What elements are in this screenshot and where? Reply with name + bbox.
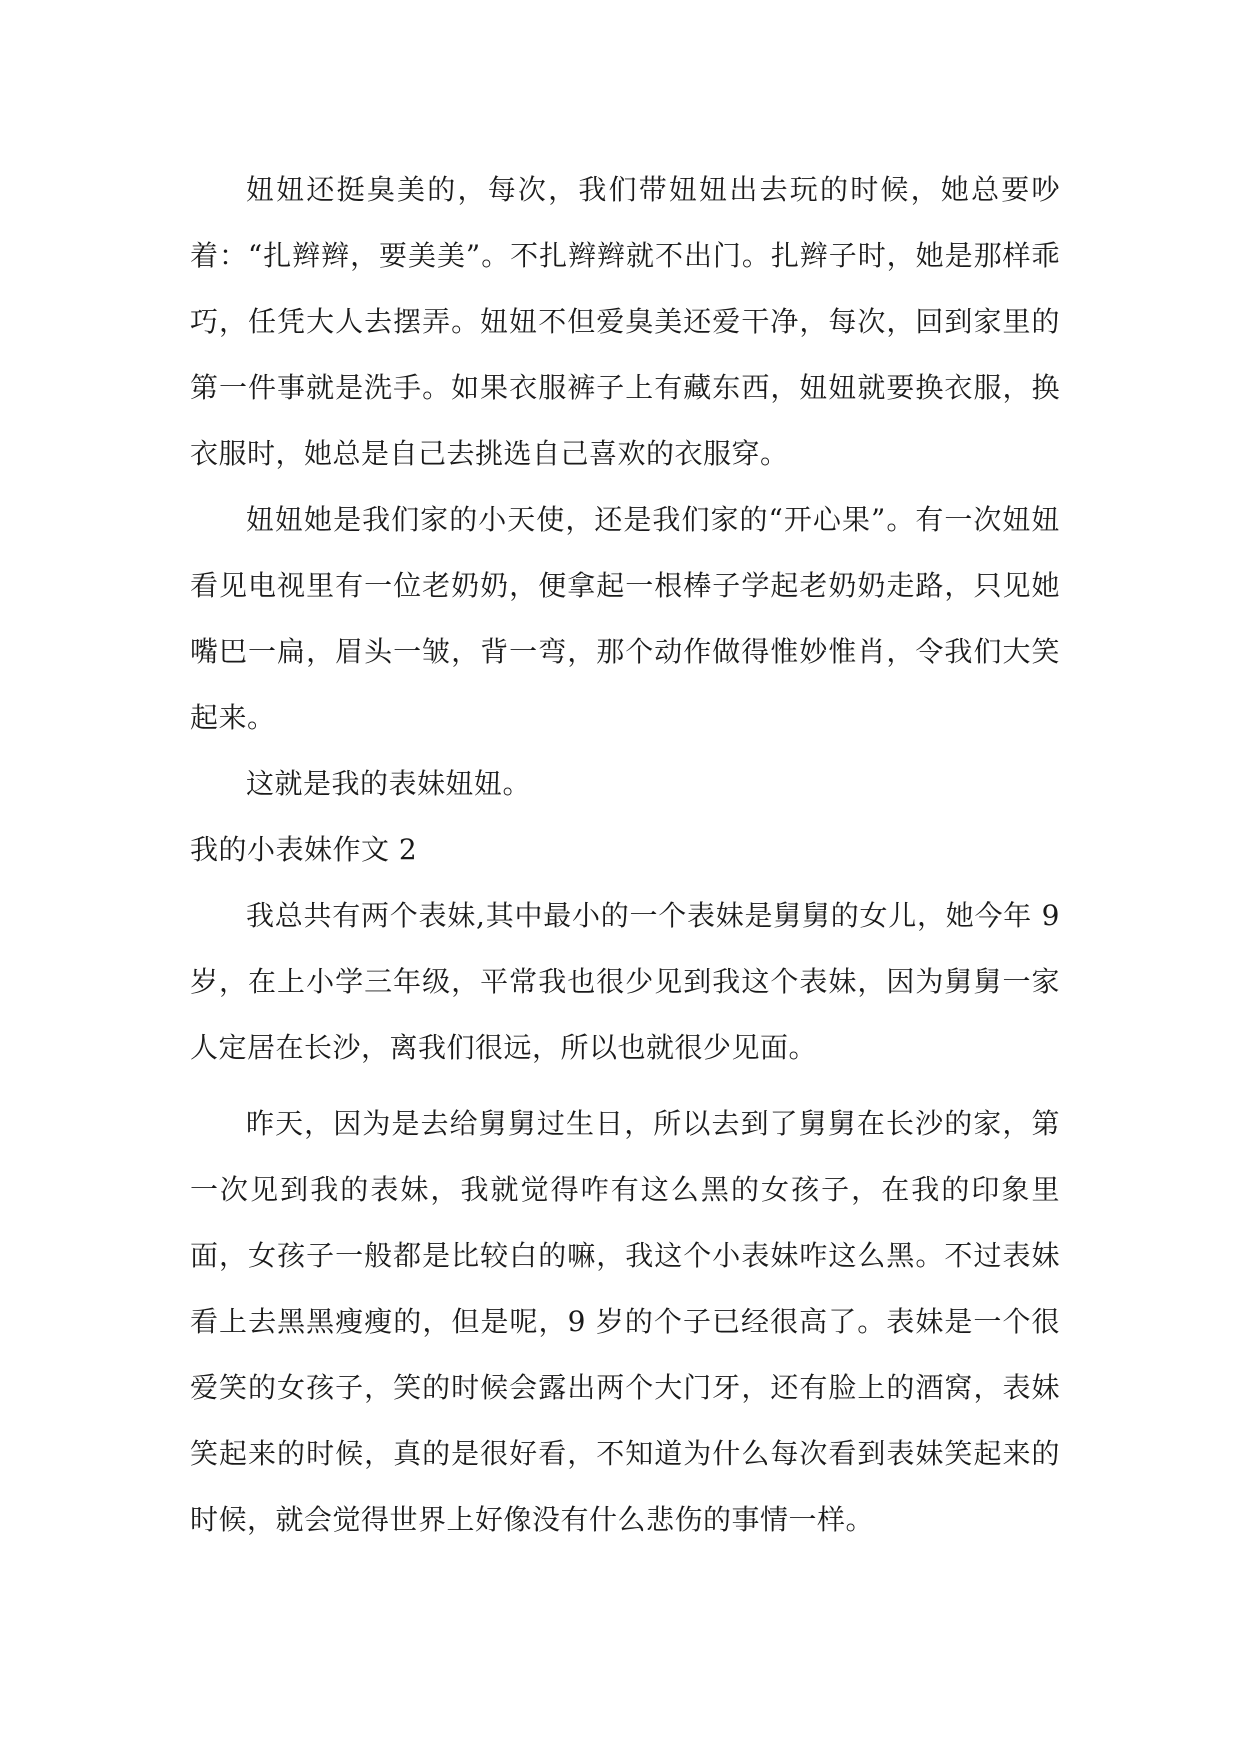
paragraph-cousin-intro: 我总共有两个表妹,其中最小的一个表妹是舅舅的女儿，她今年 9 岁，在上小学三年级，平常我也很少见到我这个表妹，因为舅舅一家人定居在长沙，离我们很远，所以也就很少见面。	[190, 899, 1060, 1064]
paragraph-niuniu-angel: 妞妞她是我们家的小天使，还是我们家的“开心果”。有一次妞妞看见电视里有一位老奶奶，便拿起一根棒子学起老奶奶走路，只见她嘴巴一扁，眉头一皱，背一弯，那个动作做得惟妙惟肖，令我们大笑起来。	[190, 503, 1060, 734]
document-body	[190, 157, 1060, 1553]
paragraph-niuniu-vanity: 妞妞还挺臭美的，每次，我们带妞妞出去玩的时候，她总要吵着：“扎辫辫，要美美”。不扎辫辫就不出门。扎辫子时，她是那样乖巧，任凭大人去摆弄。妞妞不但爱臭美还爱干净，每次，回到家里的第一件事就是洗手。如果衣服裤子上有藏东西，妞妞就要换衣服，换衣服时，她总是自己去挑选自己喜欢的衣服穿。	[190, 173, 1060, 470]
paragraph-cousin-visit: 昨天，因为是去给舅舅过生日，所以去到了舅舅在长沙的家，第一次见到我的表妹，我就觉得咋有这么黑的女孩子，在我的印象里面，女孩子一般都是比较白的嘛，我这个小表妹咋这么黑。不过表妹看上去黑黑瘦瘦的，但是呢，9 岁的个子已经很高了。表妹是一个很爱笑的女孩子，笑的时候会露出两个大门牙，还有脸上的酒窝，表妹笑起来的时候，真的是很好看，不知道为什么每次看到表妹笑起来的时候，就会觉得世界上好像没有什么悲伤的事情一样。	[190, 1107, 1060, 1536]
essay-heading: 我的小表妹作文 2	[190, 833, 418, 866]
paragraph-niuniu-closing: 这就是我的表妹妞妞。	[246, 767, 532, 800]
